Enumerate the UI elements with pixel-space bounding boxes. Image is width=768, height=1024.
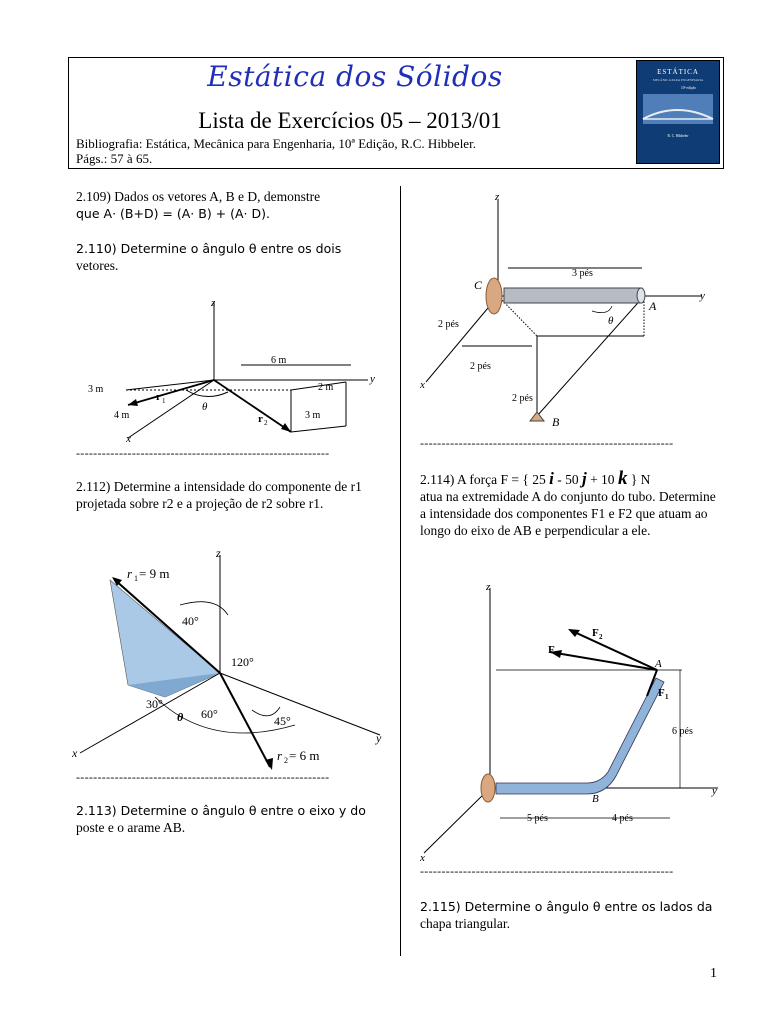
unit-j: j [581, 469, 587, 488]
wire-AB [537, 296, 644, 416]
label-theta: θ [608, 315, 614, 327]
label-120: 120° [231, 655, 254, 669]
separator-4: ----------------------------------------------------------- [420, 864, 674, 878]
bibliography [76, 136, 636, 166]
problem-2-110-line1: 2.110) Determine o ângulo θ entre os dois [76, 241, 342, 256]
label-r1-val: = 9 m [139, 566, 170, 581]
separator-2: ----------------------------------------------------------- [76, 770, 330, 784]
label-5pes: 5 pés [527, 813, 548, 824]
cover-author: R. C. Hibbeler [667, 134, 689, 138]
label-r1: r [156, 391, 161, 403]
label-r2-sub: 2 [284, 756, 288, 765]
label-theta: θ [177, 710, 184, 724]
unit-i: i [549, 469, 554, 488]
problem-2-114-start: 2.114) A força F = { 25 [420, 472, 546, 487]
label-x: x [420, 852, 425, 864]
label-r2: r [258, 413, 263, 425]
label-y: y [370, 373, 375, 385]
label-F1-sub: 1 [665, 693, 669, 701]
r2-vector [220, 673, 270, 767]
force-F2 [570, 630, 657, 670]
problem-2-115-line2: chapa triangular. [420, 916, 510, 931]
problem-2-115 [420, 898, 720, 932]
problem-2-113-line1: 2.113) Determine o ângulo θ entre o eixo y do [76, 803, 366, 818]
page-number: 1 [710, 966, 717, 981]
label-x: x [126, 433, 131, 445]
label-3m-left: 3 m [88, 384, 104, 395]
label-F1: F [658, 687, 665, 699]
label-A: A [655, 658, 662, 670]
problem-2-113 [76, 802, 386, 836]
problem-2-114-mid1: - 50 [557, 472, 579, 487]
label-F: F [548, 644, 555, 656]
label-x: x [72, 746, 78, 760]
label-4m: 4 m [114, 410, 130, 421]
label-theta: θ [202, 401, 208, 413]
problem-2-114-mid2: + 10 [590, 472, 615, 487]
figure-2-114 [412, 578, 722, 868]
label-B: B [552, 415, 560, 429]
label-6m: 6 m [271, 355, 287, 366]
label-F2-sub: 2 [599, 633, 603, 641]
problem-2-113-line2: poste e o arame AB. [76, 820, 186, 835]
label-6pes: 6 pés [672, 726, 693, 737]
problem-2-114-end: } N [630, 472, 651, 487]
label-y: y [700, 290, 705, 302]
cover-edition: 10ª edição [681, 86, 696, 90]
label-40: 40° [182, 614, 199, 628]
r2-arrowhead [265, 758, 273, 770]
label-2pes-b: 2 pés [470, 361, 491, 372]
label-2pes-a: 2 pés [438, 319, 459, 330]
pipe-end [637, 288, 645, 303]
problem-2-109-line1: 2.109) Dados os vetores A, B e D, demonstre [76, 189, 321, 204]
theta-arc [186, 390, 228, 397]
arc-40 [180, 602, 228, 615]
cover-title: ESTÁTICA [657, 68, 699, 76]
unit-k: k [617, 468, 628, 489]
label-30: 30° [146, 697, 163, 711]
pages-text: Págs.: 57 à 65. [76, 151, 153, 166]
figure-2-110 [76, 290, 386, 445]
wall-mount [486, 278, 502, 314]
column-divider [400, 186, 401, 956]
bibliography-text: Bibliografia: Estática, Mecânica para Engenharia, 10ª Edição, R.C. Hibbeler. [76, 136, 476, 151]
support-B [530, 412, 544, 421]
page-title: Estática dos Sólidos [207, 60, 503, 93]
label-r2-val: = 6 m [289, 748, 320, 763]
label-z: z [495, 191, 500, 203]
r1-arrowhead [128, 399, 138, 406]
problem-2-112: 2.112) Determine a intensidade do componente de r1 projetada sobre r2 e a projeção de r2 sobre r1. [76, 479, 362, 511]
problem-2-110-line2: vetores. [76, 258, 119, 273]
label-4pes: 4 pés [612, 813, 633, 824]
figure-2-113 [412, 186, 718, 436]
label-r2: r [277, 748, 283, 763]
label-2pes-c: 2 pés [512, 393, 533, 404]
label-r1: r [127, 566, 133, 581]
label-z: z [486, 581, 491, 593]
problem-2-109 [76, 188, 386, 222]
label-F2: F [592, 627, 599, 639]
label-60: 60° [201, 707, 218, 721]
label-r1-sub: 1 [134, 574, 138, 583]
r2-vector [214, 380, 291, 432]
separator-1: ----------------------------------------------------------- [76, 446, 330, 460]
exercise-list-title: Lista de Exercícios 05 – 2013/01 [198, 108, 502, 133]
label-2m: 2 m [318, 382, 334, 393]
label-y: y [376, 731, 382, 745]
label-3pes: 3 pés [572, 268, 593, 279]
problem-2-114-body: atua na extremidade A do conjunto do tubo. Determine a intensidade dos componentes F1 e F2 que atuam ao longo do eixo de AB e perpendicular a ele. [420, 489, 716, 538]
theta-arc [592, 306, 612, 313]
wall-mount [481, 774, 495, 802]
label-r2-sub: 2 [264, 419, 268, 427]
y-axis [220, 673, 380, 735]
problem-2-114 [420, 470, 720, 539]
pipe [496, 678, 664, 794]
label-r1-sub: 1 [162, 397, 166, 405]
separator-3: ----------------------------------------------------------- [420, 436, 674, 450]
force-F [550, 652, 657, 670]
figure-2-112 [70, 545, 390, 770]
problem-2-115-line1: 2.115) Determine o ângulo θ entre os lados da [420, 899, 713, 914]
problem-2-110 [76, 240, 386, 274]
label-45: 45° [274, 714, 291, 728]
x-axis [424, 788, 490, 853]
problem-2-109-line2: que A· (B+D) = (A· B) + (A· D). [76, 206, 270, 221]
label-y: y [712, 785, 717, 797]
right-box-bottom [291, 426, 346, 432]
pipe [504, 288, 642, 303]
label-A: A [649, 299, 657, 313]
cover-subtitle: MECÂNICA PARA ENGENHARIA [652, 78, 704, 82]
label-C: C [474, 278, 483, 292]
r2-arrowhead [281, 423, 291, 432]
label-z: z [211, 297, 216, 309]
label-z: z [216, 546, 221, 560]
label-B: B [592, 793, 599, 805]
label-x: x [420, 379, 425, 391]
label-3m-right: 3 m [305, 410, 321, 421]
book-cover-art [637, 61, 719, 163]
book-cover-image [636, 60, 720, 164]
